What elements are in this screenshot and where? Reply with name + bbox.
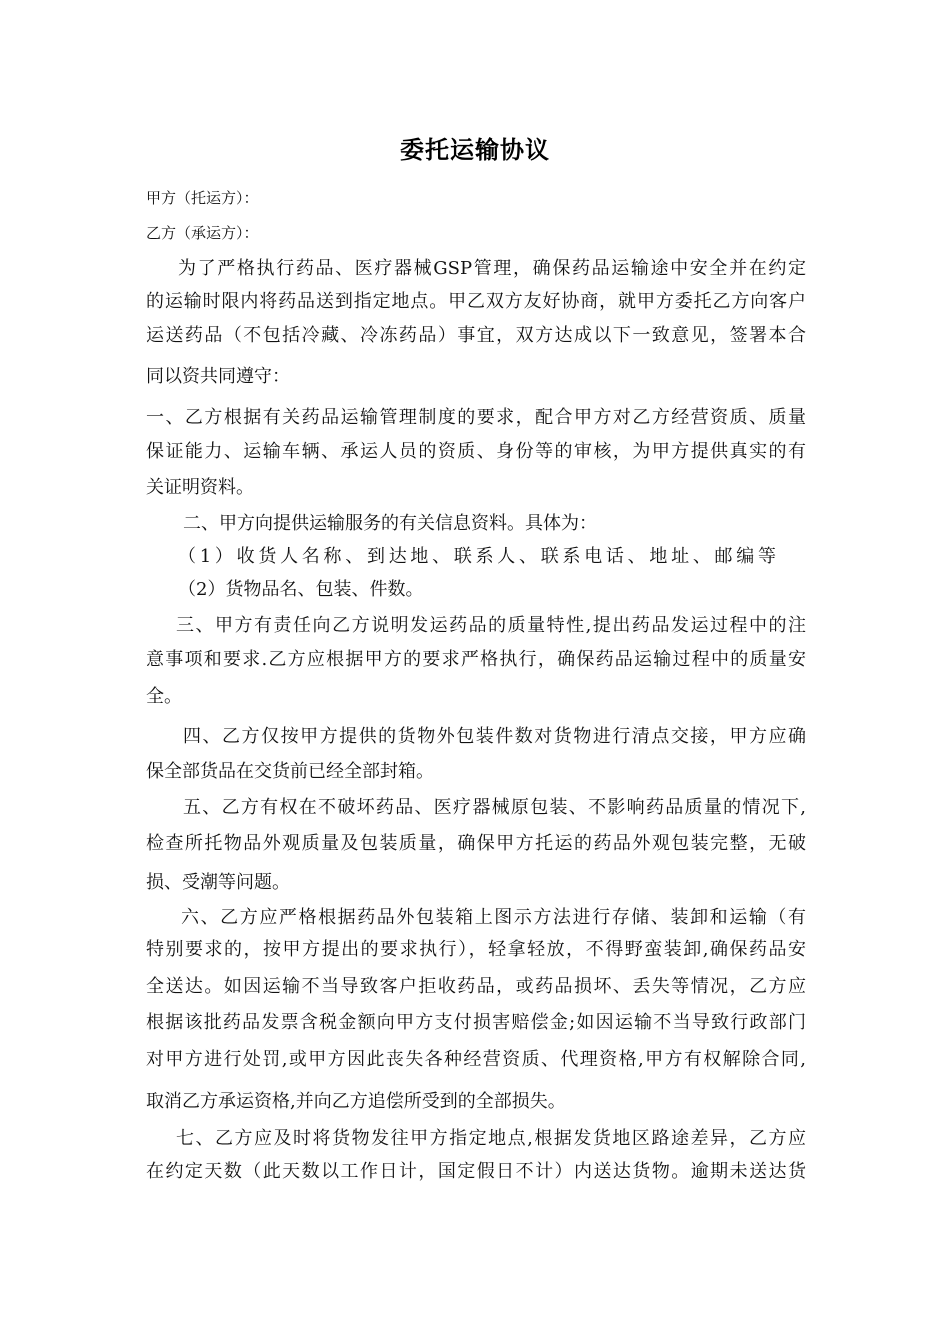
clause-5-line: 五、乙方有权在不破坏药品、医疗器械原包装、不影响药品质量的情况下, — [183, 797, 806, 818]
party-a-label: 甲方（托运方）： — [146, 189, 259, 207]
clause-7-line: 七、乙方应及时将货物发往甲方指定地点,根据发货地区路途差异，乙方应 — [176, 1128, 806, 1149]
party-b-label: 乙方（承运方）： — [146, 224, 259, 242]
paragraph-line: 为了严格执行药品、医疗器械GSP管理，确保药品运输途中安全并在约定 — [178, 258, 806, 279]
clause-6-line: 六、乙方应严格根据药品外包装箱上图示方法进行存储、装卸和运输（有 — [181, 907, 806, 928]
clause-6-line: 对甲方进行处罚,或甲方因此丧失各种经营资质、代理资格,甲方有权解除合同, — [146, 1049, 806, 1070]
clause-6-line: 全送达。如因运输不当导致客户拒收药品，或药品损坏、丢失等情况，乙方应 — [146, 976, 806, 997]
clause-3-line: 全。 — [146, 686, 182, 707]
clause-6-line: 取消乙方承运资格,并向乙方追偿所受到的全部损失。 — [146, 1091, 566, 1112]
clause-2-line: 二、甲方向提供运输服务的有关信息资料。具体为： — [183, 513, 597, 534]
clause-1-line: 关证明资料。 — [146, 477, 254, 498]
clause-1-line: 保证能力、运输车辆、承运人员的资质、身份等的审核，为甲方提供真实的有 — [146, 441, 806, 462]
clause-7-line: 在约定天数（此天数以工作日计，国定假日不计）内送达货物。逾期未送达货 — [146, 1161, 806, 1182]
document-title: 委托运输协议 — [400, 136, 550, 164]
clause-5-line: 损、受潮等问题。 — [146, 872, 290, 893]
clause-6-line: 根据该批药品发票含税金额向甲方支付损害赔偿金;如因运输不当导致行政部门 — [146, 1012, 806, 1033]
clause-1-line: 一、乙方根据有关药品运输管理制度的要求，配合甲方对乙方经营资质、质量 — [146, 407, 806, 428]
clause-3-line: 三、甲方有责任向乙方说明发运药品的质量特性,提出药品发运过程中的注 — [176, 615, 806, 636]
clause-5-line: 检查所托物品外观质量及包装质量，确保甲方托运的药品外观包装完整，无破 — [146, 833, 806, 854]
clause-4-line: 四、乙方仅按甲方提供的货物外包装件数对货物进行清点交接，甲方应确 — [183, 726, 806, 747]
clause-2-item-1: （1）收货人名称、到达地、联系人、联系电话、地址、邮编等 — [178, 546, 776, 567]
paragraph-line: 运送药品（不包括冷藏、冷冻药品）事宜，双方达成以下一致意见，签署本合 — [146, 325, 806, 346]
paragraph-line: 的运输时限内将药品送到指定地点。甲乙双方友好协商，就甲方委托乙方向客户 — [146, 291, 806, 312]
paragraph-line: 同以资共同遵守： — [146, 366, 290, 387]
clause-6-line: 特别要求的，按甲方提出的要求执行），轻拿轻放，不得野蛮装卸,确保药品安 — [146, 939, 806, 960]
clause-2-item-2: （2）货物品名、包装、件数。 — [178, 579, 424, 600]
clause-3-line: 意事项和要求.乙方应根据甲方的要求严格执行，确保药品运输过程中的质量安 — [146, 649, 806, 670]
clause-4-line: 保全部货品在交货前已经全部封箱。 — [146, 761, 434, 782]
